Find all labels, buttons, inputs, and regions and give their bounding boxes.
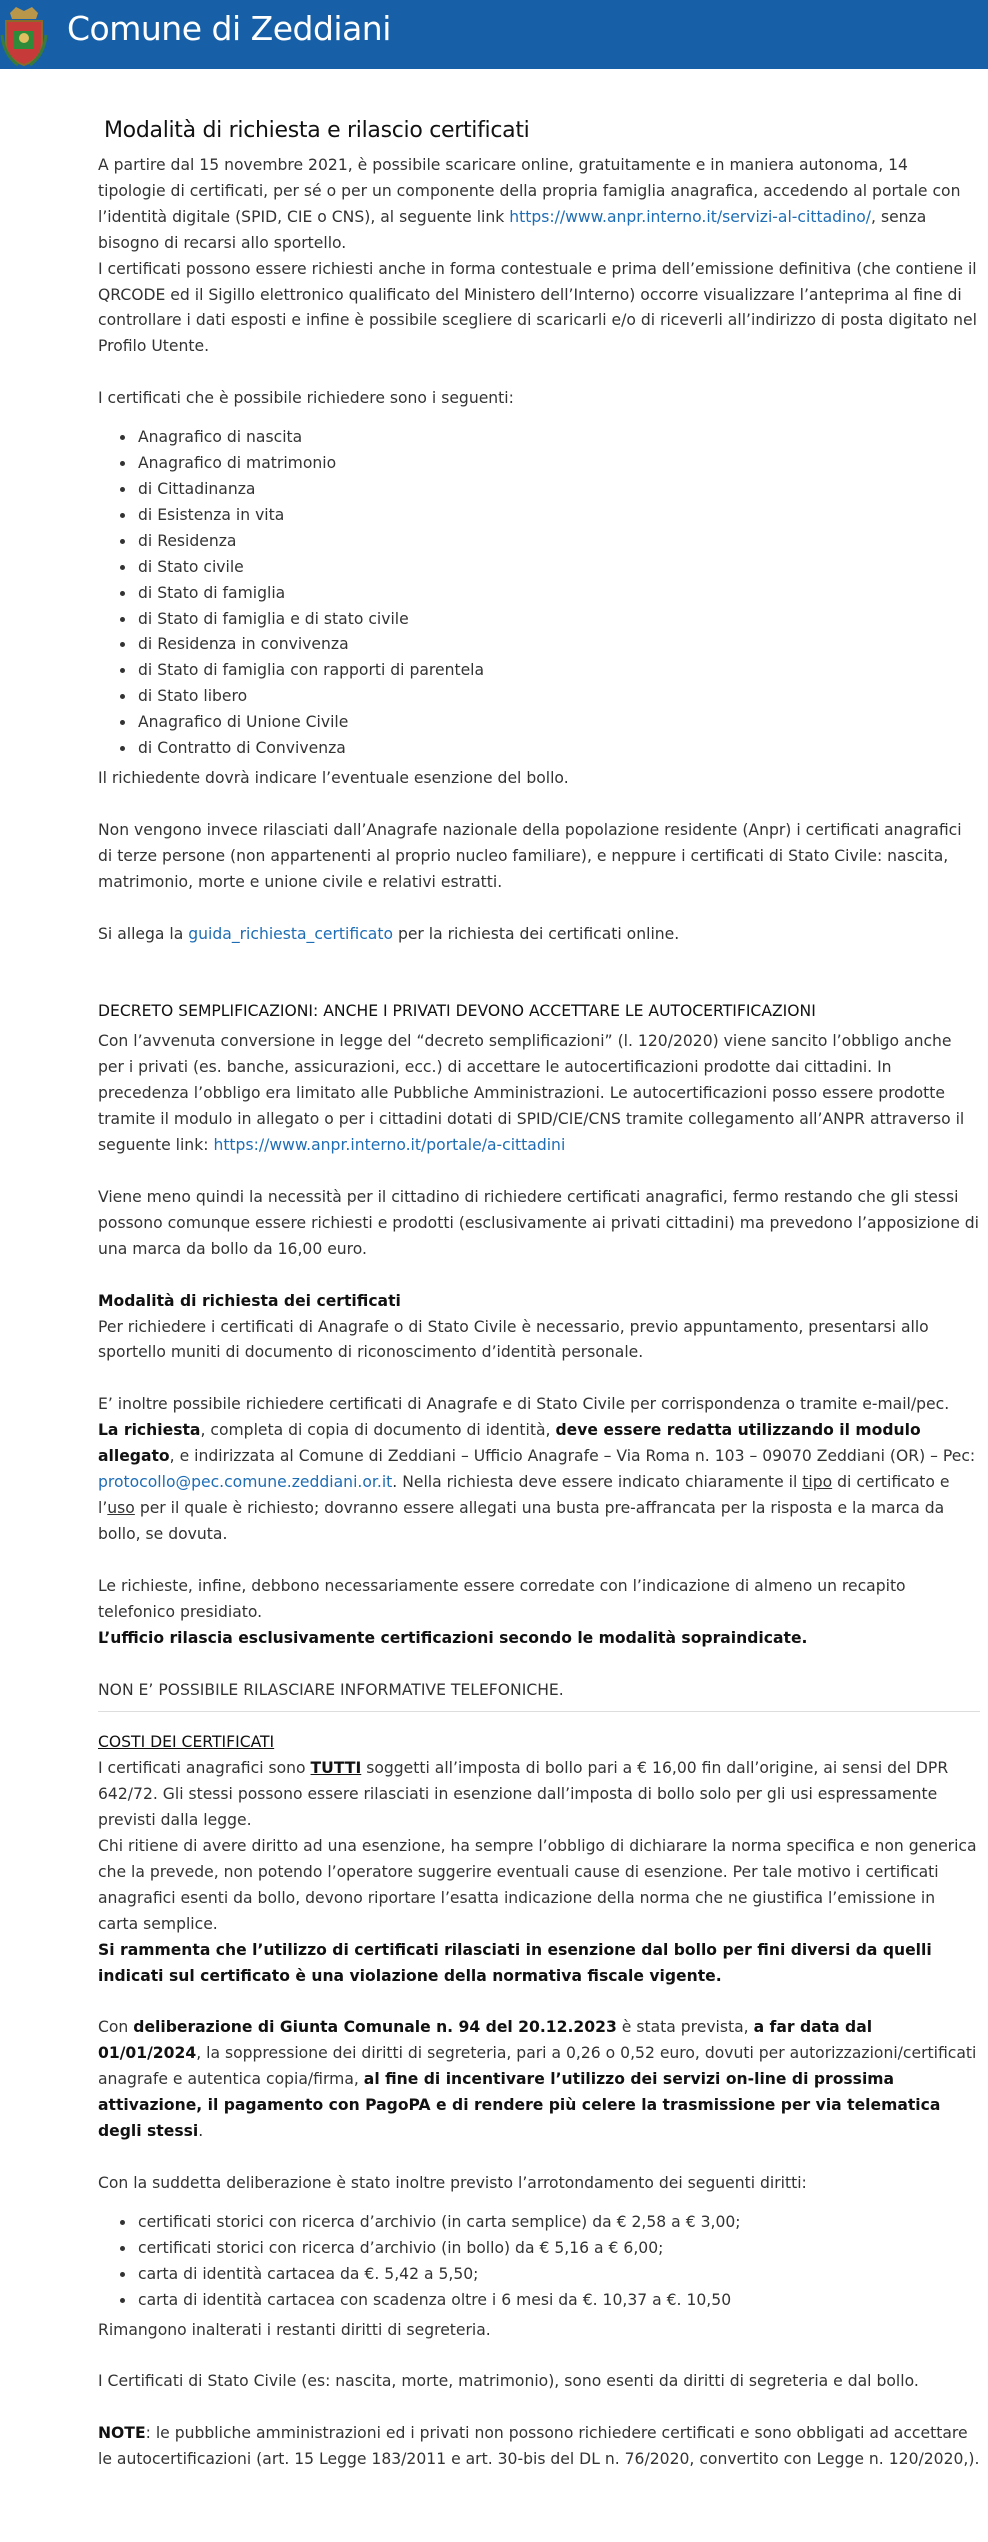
- non-rilasciati-paragraph: Non vengono invece rilasciati dall’Anagrafe nazionale della popolazione residente (Anpr) i certificati anagrafici di terze persone (non appartenenti al proprio nucleo familiare), e neppure i certificati di Stato Civile: nascita, matrimonio, morte e unione civile e relativi estratti.: [98, 820, 962, 891]
- diritti-list: [98, 2210, 980, 2314]
- list-item: • certificati storici con ricerca d’archivio (in carta semplice) da € 2,58 a € 3,00;: [136, 2210, 980, 2236]
- list-item: • certificati storici con ricerca d’archivio (in bollo) da € 5,16 a € 6,00;: [136, 2236, 980, 2262]
- decreto-heading: DECRETO SEMPLIFICAZIONI: ANCHE I PRIVATI DEVONO ACCETTARE LE AUTOCERTIFICAZIONI: [98, 1002, 816, 1021]
- arrotondamento-intro: Con la suddetta deliberazione è stato inoltre previsto l’arrotondamento dei seguenti diritti:: [98, 2174, 807, 2192]
- bollo-note: Il richiedente dovrà indicare l’eventuale esenzione del bollo.: [98, 768, 569, 787]
- modalita-paragraph-4: Le richieste, infine, debbono necessariamente essere corredate con l’indicazione di almeno un recapito telefonico presidiato.: [98, 1576, 906, 1621]
- costi-warning: Si rammenta che l’utilizzo di certificati rilasciati in esenzione dal bollo per fini diversi da quelli indicati sul certificato è una violazione della normativa fiscale vigente.: [98, 1940, 932, 1985]
- list-item: • carta di identità cartacea con scadenza oltre i 6 mesi da €. 10,37 a €. 10,50: [136, 2288, 980, 2314]
- decreto-paragraph-2: Viene meno quindi la necessità per il cittadino di richiedere certificati anagrafici, fermo restando che gli stessi possono comunque essere richiesti e prodotti (esclusivamente ai privati cittadini) ma prevedono l’apposizione di una marca da bollo da 16,00 euro.: [98, 1187, 980, 1258]
- diritti-note: Rimangono inalterati i restanti diritti di segreteria.: [98, 2320, 491, 2339]
- list-item: • di Stato civile: [136, 555, 980, 581]
- list-item: • di Contratto di Convivenza: [136, 736, 980, 762]
- pec-email-link[interactable]: protocollo@pec.comune.zeddiani.or.it: [98, 1473, 393, 1492]
- crest-icon[interactable]: [0, 5, 48, 69]
- list-item: • Anagrafico di Unione Civile: [136, 710, 980, 736]
- intro-paragraph: A partire dal 15 novembre 2021, è possibile scaricare online, gratuitamente e in maniera autonoma, 14 tipologie di certificati, per sé o per un componente della propria famiglia anagrafica, accedendo al portale con l’identità digitale (SPID, CIE o CNS), al seguente link https://www.anpr.interno.it/servizi-al-cittadino/, senza bisogno di recarsi allo sportello.: [98, 156, 961, 252]
- anpr-services-link[interactable]: https://www.anpr.interno.it/servizi-al-cittadino/: [509, 207, 872, 226]
- decreto-paragraph-1: Con l’avvenuta conversione in legge del “decreto semplificazioni” (l. 120/2020) viene sancito l’obbligo anche per i privati (es. banche, assicurazioni, ecc.) di accettare le autocertificazioni prodotte dai cittadini. In precedenza l’obbligo era limitato alle Pubbliche Amministrazioni. Le autocertificazioni posso essere prodotte tramite il modulo in allegato o per i cittadini dotati di SPID/CIE/CNS tramite collegamento all’ANPR attraverso il seguente link: https://www.anpr.interno.it/portale/a-cittadini: [98, 1032, 965, 1154]
- main-content: [98, 118, 980, 2473]
- modalita-heading: Modalità di richiesta dei certificati: [98, 1291, 401, 1310]
- list-intro: I certificati che è possibile richiedere sono i seguenti:: [98, 389, 514, 408]
- list-item: • carta di identità cartacea da €. 5,42 a 5,50;: [136, 2262, 980, 2288]
- list-item: • di Stato libero: [136, 684, 980, 710]
- divider: [98, 1711, 980, 1712]
- final-note: NOTE: le pubbliche amministrazioni ed i privati non possono richiedere certificati e sono obbligati ad accettare le autocertificazioni (art. 15 Legge 183/2011 e art. 30-bis del DL n. 76/2020, convertito con Legge n. 120/2020,).: [98, 2424, 980, 2469]
- list-item: • di Esistenza in vita: [136, 503, 980, 529]
- list-item: • di Cittadinanza: [136, 477, 980, 503]
- list-item: • di Stato di famiglia e di stato civile: [136, 607, 980, 633]
- list-item: • di Stato di famiglia: [136, 581, 980, 607]
- site-title[interactable]: Comune di Zeddiani: [67, 9, 391, 48]
- costi-paragraph-1: I certificati anagrafici sono TUTTI soggetti all’imposta di bollo pari a € 16,00 fin dall’origine, ai sensi del DPR 642/72. Gli stessi possono essere rilasciati in esenzione dall’imposta di bollo solo per gli usi espressamente previsti dalla legge.: [98, 1759, 949, 1830]
- allegato-paragraph: Si allega la guida_richiesta_certificato per la richiesta dei certificati online.: [98, 924, 680, 943]
- guida-certificato-link[interactable]: guida_richiesta_certificato: [188, 924, 393, 943]
- certificates-list: [98, 425, 980, 762]
- list-item: • Anagrafico di matrimonio: [136, 451, 980, 477]
- delibera-paragraph: Con deliberazione di Giunta Comunale n. 94 del 20.12.2023 è stata prevista, a far data dal 01/01/2024, la soppressione dei diritti di segreteria, pari a 0,26 o 0,52 euro, dovuti per autorizzazioni/certificati anagrafe e autentica copia/firma, al fine di incentivare l’utilizzo dei servizi on-line di prossima attivazione, il pagamento con PagoPA e di rendere più celere la trasmissione per via telematica degli stessi.: [98, 2018, 977, 2141]
- no-phone-info: NON E’ POSSIBILE RILASCIARE INFORMATIVE TELEFONICHE.: [98, 1680, 564, 1699]
- modalita-paragraph-1: Per richiedere i certificati di Anagrafe o di Stato Civile è necessario, previo appuntamento, presentarsi allo sportello muniti di documento di riconoscimento d’identità personale.: [98, 1317, 929, 1362]
- costi-heading: COSTI DEI CERTIFICATI: [98, 1733, 275, 1752]
- intro-paragraph-2: I certificati possono essere richiesti anche in forma contestuale e prima dell’emissione definitiva (che contiene il QRCODE ed il Sigillo elettronico qualificato del Ministero dell’Interno) occorre visualizzare l’anteprima al fine di controllare i dati esposti e infine è possibile scegliere di scaricarli e/o di riceverli all’indirizzo di posta digitato nel Profilo Utente.: [98, 259, 977, 356]
- stato-civile-note: I Certificati di Stato Civile (es: nascita, morte, matrimonio), sono esenti da diritti di segreteria e dal bollo.: [98, 2372, 919, 2391]
- ufficio-note: L’ufficio rilascia esclusivamente certificazioni secondo le modalità sopraindicate.: [98, 1628, 808, 1647]
- list-item: • di Stato di famiglia con rapporti di parentela: [136, 658, 980, 684]
- modalita-paragraph-3: La richiesta, completa di copia di documento di identità, deve essere redatta utilizzando il modulo allegato, e indirizzata al Comune di Zeddiani – Ufficio Anagrafe – Via Roma n. 103 – 09070 Zeddiani (OR) – Pec: protocollo@pec.comune.zeddiani.or.it. Nella richiesta deve essere indicato chiaramente il tipo di certificato e l’uso per il quale è richiesto; dovranno essere allegati una busta pre-affrancata per la risposta e la marca da bollo, se dovuta.: [98, 1421, 976, 1543]
- costi-paragraph-2: Chi ritiene di avere diritto ad una esenzione, ha sempre l’obbligo di dichiarare la norma specifica e non generica che la prevede, non potendo l’operatore suggerire eventuali cause di esenzione. Per tale motivo i certificati anagrafici esenti da bollo, devono riportare l’esatta indicazione della norma che ne giustifica l’emissione in carta semplice.: [98, 1837, 977, 1933]
- site-header: [0, 0, 988, 69]
- list-item: • di Residenza: [136, 529, 980, 555]
- page-title: Modalità di richiesta e rilascio certificati: [104, 118, 530, 143]
- modalita-paragraph-2: E’ inoltre possibile richiedere certificati di Anagrafe e di Stato Civile per corrispondenza o tramite e-mail/pec.: [98, 1395, 950, 1414]
- list-item: • di Residenza in convivenza: [136, 632, 980, 658]
- list-item: • Anagrafico di nascita: [136, 425, 980, 451]
- anpr-portale-link[interactable]: https://www.anpr.interno.it/portale/a-cittadini: [213, 1136, 566, 1154]
